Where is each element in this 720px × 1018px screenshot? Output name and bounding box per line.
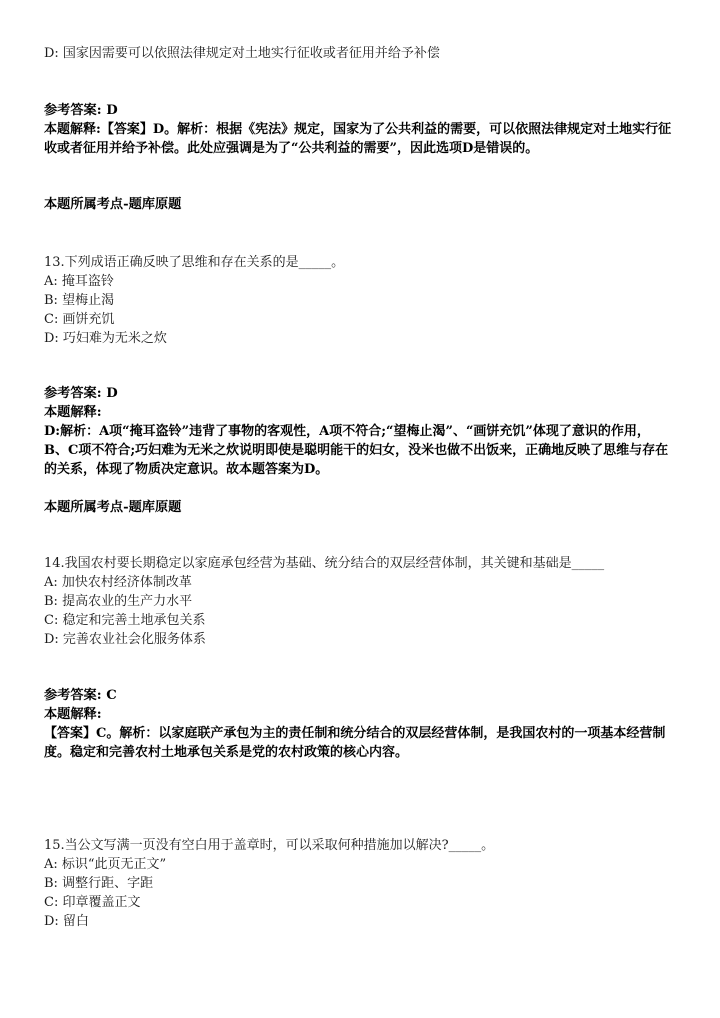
q14-option-b: B: 提高农业的生产力水平 — [44, 594, 193, 609]
q12-explanation — [44, 120, 672, 158]
q14-question: 14.我国农村要长期稳定以家庭承包经营为基础、统分结合的双层经营体制，其关键和基础是_____ — [44, 556, 605, 571]
q15-option-b: B: 调整行距、字距 — [44, 876, 154, 891]
q12-explanation-label: 本题解释: — [44, 122, 101, 137]
q14-option-d: D: 完善农业社会化服务体系 — [44, 632, 206, 647]
q13-explanation-label: 本题解释: — [44, 405, 102, 420]
q12-answer: 参考答案: D — [44, 103, 118, 118]
q15-option-c: C: 印章覆盖正文 — [44, 895, 141, 910]
q13-question: 13.下列成语正确反映了思维和存在关系的是_____。 — [44, 255, 345, 270]
q13-option-a: A: 掩耳盗铃 — [44, 274, 114, 289]
q13-option-b: B: 望梅止渴 — [44, 293, 115, 308]
q13-answer: 参考答案: D — [44, 386, 118, 401]
q14-explanation: 【答案】C。解析：以家庭联产承包为主的责任制和统分结合的双层经营体制，是我国农村的一项基本经营制度。稳定和完善农村土地承包关系是党的农村政策的核心内容。 — [44, 726, 666, 760]
q15-option-a: A: 标识“此页无正文” — [44, 857, 167, 872]
q14-answer: 参考答案: C — [44, 688, 117, 703]
q15-option-d: D: 留白 — [44, 914, 89, 929]
q14-option-c: C: 稳定和完善土地承包关系 — [44, 613, 206, 628]
q12-source: 本题所属考点-题库原题 — [44, 197, 182, 212]
q15-question: 15.当公文写满一页没有空白用于盖章时，可以采取何种措施加以解决?_____。 — [44, 838, 495, 853]
q13-option-d: D: 巧妇难为无米之炊 — [44, 331, 167, 346]
q12-option-d: D: 国家因需要可以依照法律规定对土地实行征收或者征用并给予补偿 — [44, 46, 440, 61]
q13-option-c: C: 画饼充饥 — [44, 312, 115, 327]
q13-explanation: D:解析：A项“掩耳盗铃”违背了事物的客观性，A项不符合;“望梅止渴”、“画饼充饥”体现了意识的作用，B、C项不符合;巧妇难为无米之炊说明即使是聪明能干的妇女，没米也做不出饭来，正确地反映了思维与存在的关系，体现了物质决定意识。故本题答案为D。 — [44, 424, 669, 477]
q14-explanation-label: 本题解释: — [44, 707, 102, 722]
q13-source: 本题所属考点-题库原题 — [44, 500, 182, 515]
q14-option-a: A: 加快农村经济体制改革 — [44, 575, 192, 590]
q12-explanation-text: 【答案】D。解析：根据《宪法》规定，国家为了公共利益的需要，可以依照法律规定对土地实行征收或者征用并给予补偿。此处应强调是为了“公共利益的需要”，因此选项D是错误的。 — [44, 122, 672, 156]
